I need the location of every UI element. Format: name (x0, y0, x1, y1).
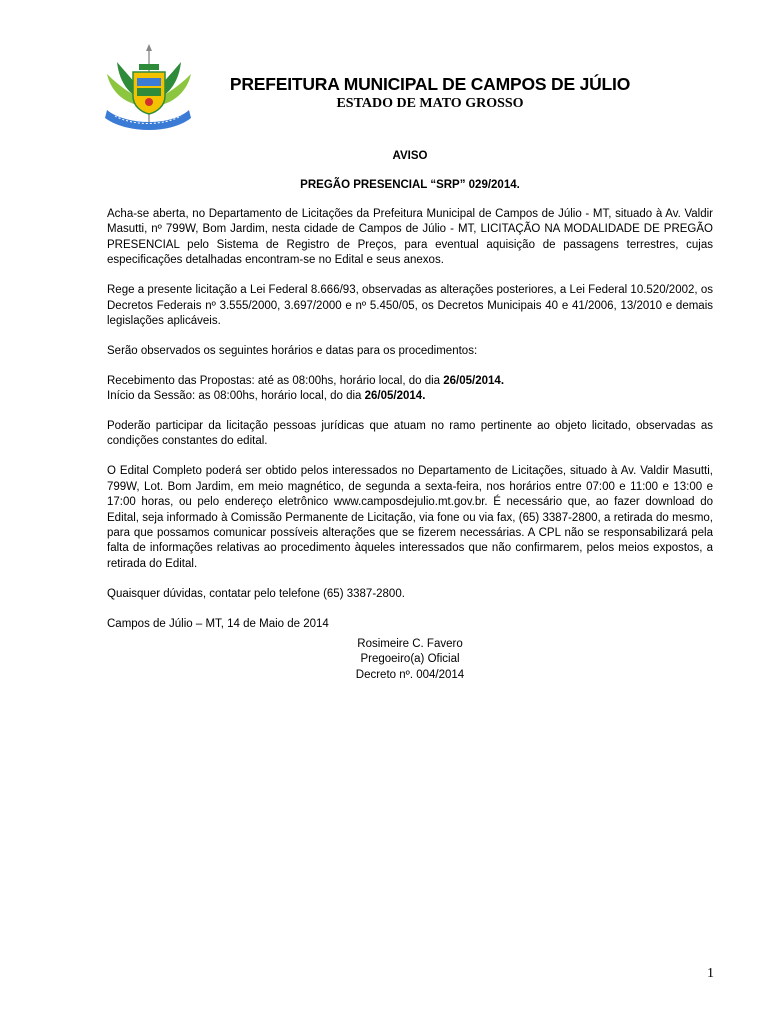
header-title: PREFEITURA MUNICIPAL DE CAMPOS DE JÚLIO (229, 74, 631, 94)
paragraph-opening: Acha-se aberta, no Departamento de Licitações da Prefeitura Municipal de Campos de Júlio - MT, situado à Av. Valdir Masutti, nº 799W, Bom Jardim, nesta cidade de Campos de Júlio - MT, LICITAÇÃO NA MODALIDADE DE PREGÃO PRESENCIAL pelo Sistema de Registro de Preços, para eventual aquisição de passagens terrestres, cujas especificações detalhadas encontram-se no Edital e seus anexos. (107, 208, 713, 267)
signature-block (107, 637, 713, 683)
signatory-role: Pregoeiro(a) Oficial (360, 653, 460, 666)
document-body (107, 207, 713, 647)
paragraph-date-place: Campos de Júlio – MT, 14 de Maio de 2014 (107, 617, 329, 630)
signatory-decree: Decreto nº. 004/2014 (355, 668, 465, 681)
paragraph-schedule-intro: Serão observados os seguintes horários e datas para os procedimentos: (107, 344, 478, 357)
paragraph-contact: Quaisquer dúvidas, contatar pelo telefone (65) 3387-2800. (107, 587, 405, 600)
paragraph-proposal-receipt (107, 374, 713, 389)
paragraph-legislation: Rege a presente licitação a Lei Federal 8.666/93, observadas as alterações posteriores, a Lei Federal 10.520/2002, os Decretos Federais nº 3.555/2000, 3.697/2000 e nº 5.450/05, os Decretos Municipais 40 e 41/2006, 13/2010 e demais legislações aplicáveis. (107, 284, 713, 327)
paragraph-session-start (107, 389, 713, 404)
proposal-receipt-date: 26/05/2014. (443, 374, 505, 387)
document-subheading: PREGÃO PRESENCIAL “SRP” 029/2014. (300, 179, 520, 191)
proposal-receipt-text: Recebimento das Propostas: até as 08:00hs, horário local, do dia (107, 374, 444, 387)
document-heading: AVISO (392, 150, 428, 162)
page-number: 1 (707, 966, 714, 981)
coat-of-arms-logo (97, 44, 197, 130)
paragraph-edital: O Edital Completo poderá ser obtido pelos interessados no Departamento de Licitações, situado à Av. Valdir Masutti, 799W, Lot. Bom Jardim, em meio magnético, de segunda a sexta-feira, nos horários entre 07:00 e 11:00 e 13:00 e 17:00 horas, ou pelo endereço eletrônico www.camposdejulio.mt.gov.br. É necessário que, ao fazer download do Edital, seja informado à Comissão Permanente de Licitação, via fone ou via fax, (65) 3387-2800, a retirada do mesmo, para que possamos comunicar possíveis alterações que se fizerem necessárias. A CPL não se responsabilizará pela falta de informações relativas ao procedimento àqueles interessados que não confirmarem, pelos meios expostos, a retirada do Edital. (107, 465, 713, 570)
session-start-text: Início da Sessão: as 08:00hs, horário local, do dia (107, 390, 365, 403)
paragraph-participation: Poderão participar da licitação pessoas jurídicas que atuam no ramo pertinente ao objeto licitado, observadas as condições constantes do edital. (107, 420, 713, 448)
header-subtitle: ESTADO DE MATO GROSSO (336, 96, 524, 111)
signatory-name: Rosimeire C. Favero (357, 638, 463, 650)
session-start-date: 26/05/2014. (364, 390, 426, 403)
